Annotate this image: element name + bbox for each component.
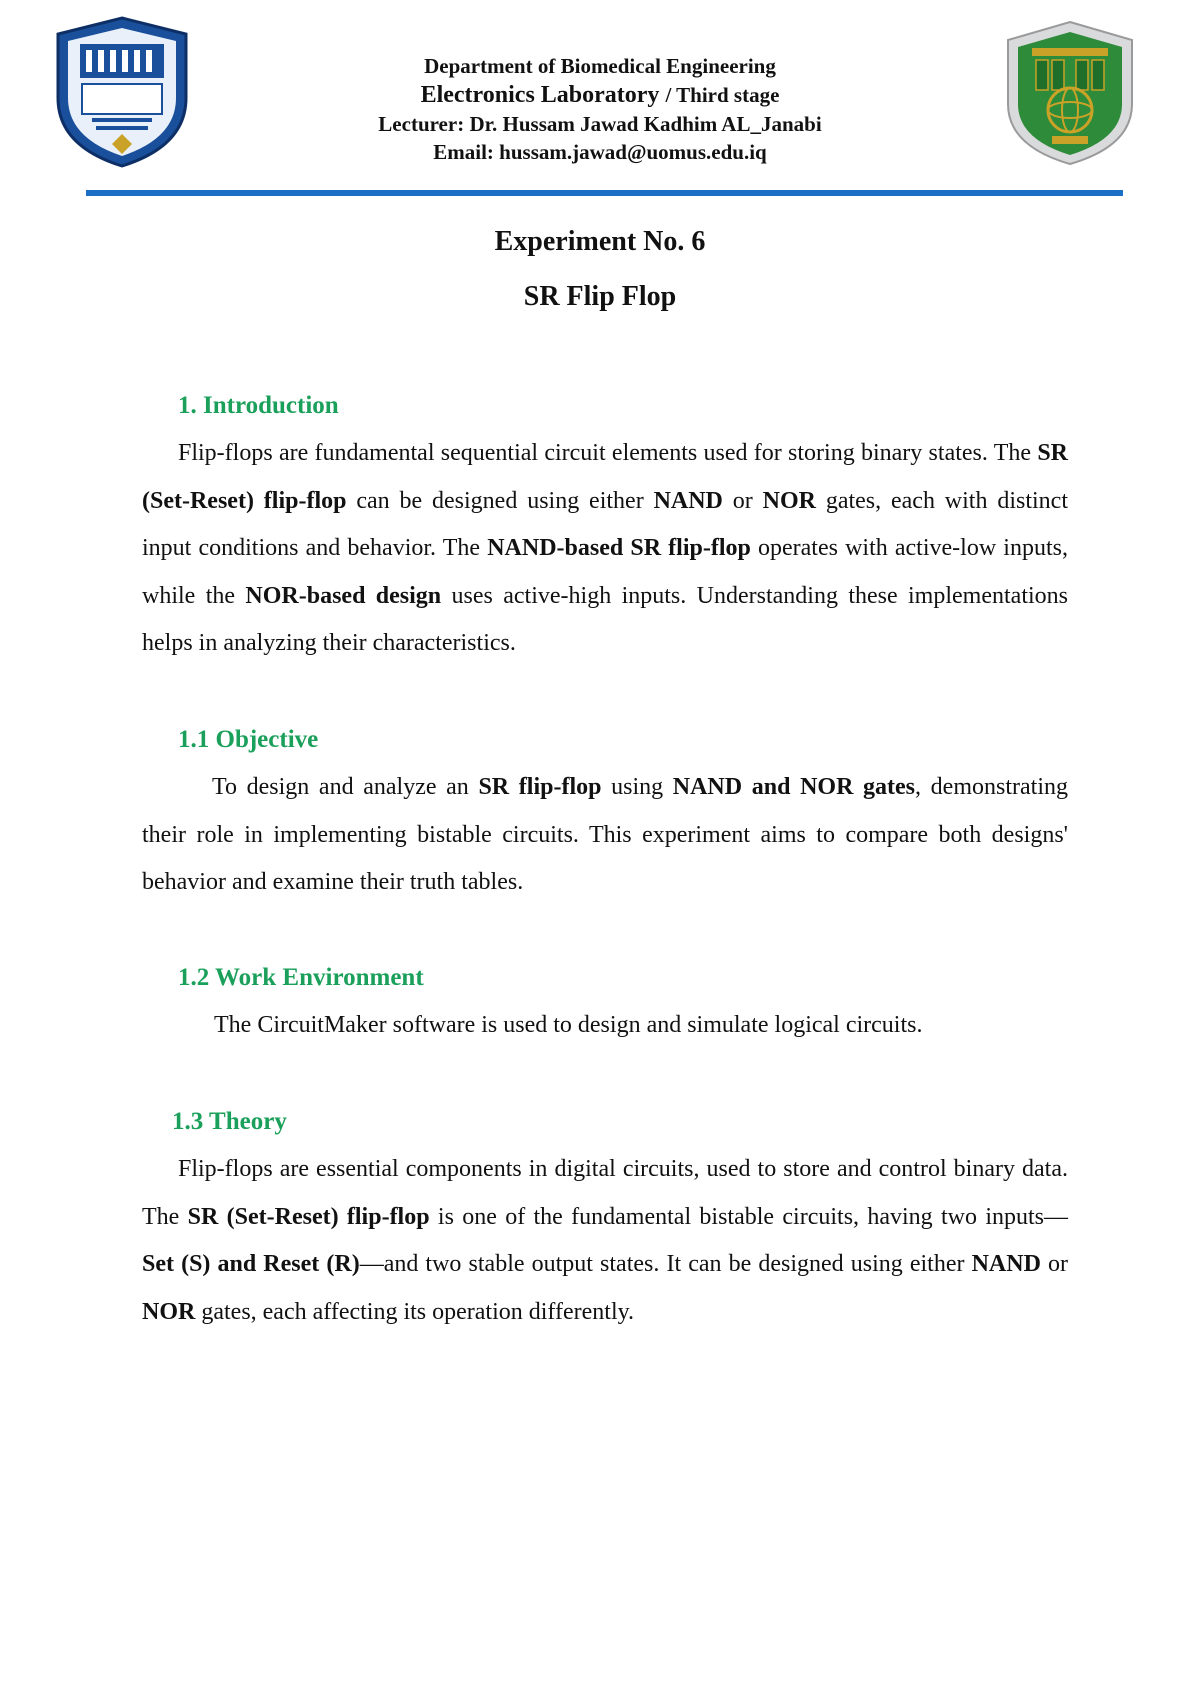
email: Email: hussam.jawad@uomus.edu.iq — [433, 139, 767, 164]
work-environment-heading: 1.2 Work Environment — [178, 964, 424, 991]
document-header — [300, 53, 900, 165]
theory-heading: 1.3 Theory — [172, 1108, 287, 1135]
department-name: Department of Biomedical Engineering — [424, 54, 776, 78]
header-divider — [86, 190, 1123, 196]
university-logo — [1000, 18, 1140, 168]
lab-name: Electronics Laboratory — [420, 82, 660, 109]
college-logo — [52, 14, 192, 170]
experiment-number: Experiment No. 6 — [494, 226, 706, 257]
work-environment-paragraph: The CircuitMaker software is used to design and simulate logical circuits. — [214, 1012, 923, 1038]
lecturer: Lecturer: Dr. Hussam Jawad Kadhim AL_Janabi — [378, 112, 822, 137]
introduction-heading: 1. Introduction — [178, 392, 339, 419]
experiment-title: SR Flip Flop — [523, 281, 677, 312]
objective-heading: 1.1 Objective — [178, 726, 319, 753]
theory-paragraph: Flip-flops are essential components in digital circuits, used to store and control binary data. The SR (Set-Reset) flip-flop is one of the fundamental bistable circuits, having two inputs—Set (S) and Reset (R)—and two stable output states. It can be designed using either NAND or NOR gates, each affecting its operation differently. — [142, 1156, 1068, 1325]
stage: / Third stage — [665, 83, 780, 108]
objective-paragraph: To design and analyze an SR flip-flop using NAND and NOR gates, demonstrating their role in implementing bistable circuits. This experiment aims to compare both designs' behavior and examine their truth tables. — [142, 774, 1068, 895]
introduction-paragraph: Flip-flops are fundamental sequential circuit elements used for storing binary states. The SR (Set-Reset) flip-flop can be designed using either NAND or NOR gates, each with distinct input conditions and behavior. The NAND-based SR flip-flop operates with active-low inputs, while the NOR-based design uses active-high inputs. Understanding these implementations helps in analyzing their characteristics. — [142, 440, 1068, 656]
lab-line — [300, 80, 900, 110]
